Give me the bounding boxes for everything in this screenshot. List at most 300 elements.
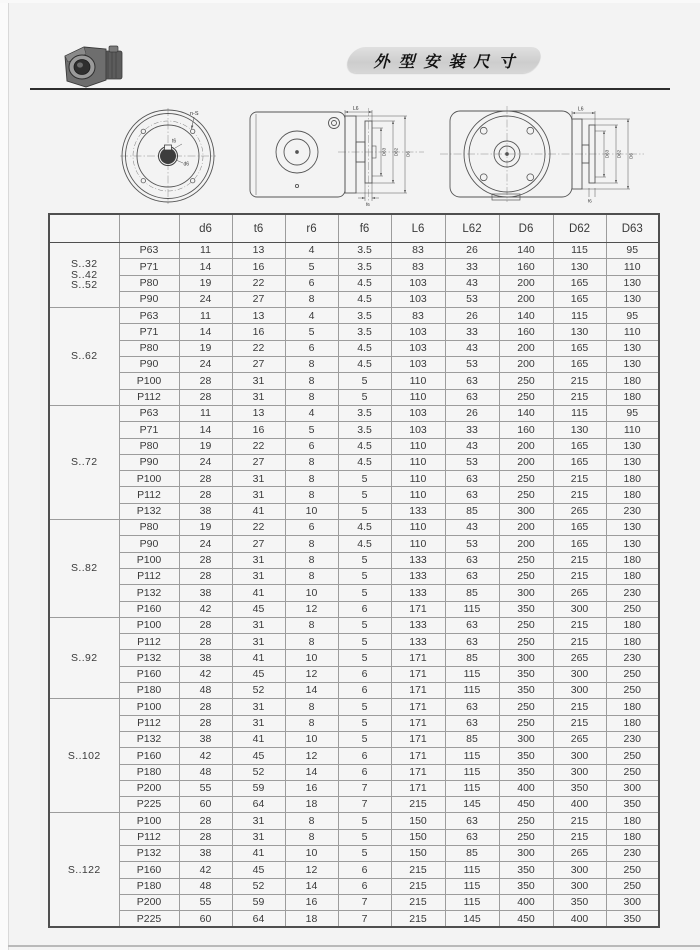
value-cell: 350 <box>553 780 606 796</box>
size-cell: P90 <box>119 536 179 552</box>
value-cell: 31 <box>232 389 285 405</box>
value-cell: 14 <box>285 878 338 894</box>
column-header: r6 <box>285 214 338 243</box>
value-cell: 43 <box>445 520 499 536</box>
value-cell: 4.5 <box>338 454 391 470</box>
value-cell: 215 <box>391 894 445 910</box>
value-cell: 31 <box>232 552 285 568</box>
value-cell: 115 <box>445 878 499 894</box>
value-cell: 115 <box>445 748 499 764</box>
dimensions-table-wrapper <box>48 213 660 928</box>
value-cell: 300 <box>553 764 606 780</box>
value-cell: 27 <box>232 536 285 552</box>
value-cell: 6 <box>338 764 391 780</box>
value-cell: 8 <box>285 454 338 470</box>
table-row <box>49 308 659 324</box>
value-cell: 48 <box>179 764 232 780</box>
value-cell: 250 <box>499 373 553 389</box>
value-cell: 5 <box>338 845 391 861</box>
value-cell: 14 <box>179 422 232 438</box>
value-cell: 3.5 <box>338 405 391 421</box>
value-cell: 4 <box>285 308 338 324</box>
value-cell: 24 <box>179 357 232 373</box>
value-cell: 230 <box>606 650 659 666</box>
column-header: t6 <box>232 214 285 243</box>
side-flange-thickness-label: f6 <box>366 202 370 207</box>
value-cell: 16 <box>285 894 338 910</box>
value-cell: 200 <box>499 340 553 356</box>
value-cell: 4.5 <box>338 438 391 454</box>
value-cell: 171 <box>391 748 445 764</box>
value-cell: 31 <box>232 715 285 731</box>
table-row <box>49 862 659 878</box>
group-cell <box>49 813 119 928</box>
table-header-row <box>49 214 659 243</box>
value-cell: 63 <box>445 373 499 389</box>
value-cell: 5 <box>338 715 391 731</box>
value-cell: 250 <box>606 666 659 682</box>
value-cell: 10 <box>285 585 338 601</box>
value-cell: 8 <box>285 487 338 503</box>
value-cell: 5 <box>285 324 338 340</box>
value-cell: 180 <box>606 471 659 487</box>
gearmotor-body <box>65 46 122 87</box>
value-cell: 14 <box>179 259 232 275</box>
value-cell: 350 <box>499 862 553 878</box>
table-row <box>49 601 659 617</box>
value-cell: 215 <box>553 373 606 389</box>
value-cell: 28 <box>179 634 232 650</box>
table-row <box>49 780 659 796</box>
value-cell: 250 <box>606 764 659 780</box>
value-cell: 11 <box>179 308 232 324</box>
value-cell: 103 <box>391 275 445 291</box>
value-cell: 63 <box>445 389 499 405</box>
value-cell: 133 <box>391 634 445 650</box>
value-cell: 42 <box>179 748 232 764</box>
value-cell: 8 <box>285 389 338 405</box>
value-cell: 63 <box>445 568 499 584</box>
corner-cell-size <box>119 214 179 243</box>
value-cell: 215 <box>553 715 606 731</box>
value-cell: 16 <box>232 422 285 438</box>
size-cell: P80 <box>119 520 179 536</box>
value-cell: 19 <box>179 340 232 356</box>
value-cell: 5 <box>338 552 391 568</box>
value-cell: 250 <box>606 878 659 894</box>
value-cell: 103 <box>391 340 445 356</box>
value-cell: 165 <box>553 438 606 454</box>
value-cell: 350 <box>553 894 606 910</box>
table-row <box>49 878 659 894</box>
value-cell: 4 <box>285 243 338 259</box>
value-cell: 6 <box>285 340 338 356</box>
value-cell: 250 <box>499 389 553 405</box>
value-cell: 171 <box>391 683 445 699</box>
value-cell: 85 <box>445 731 499 747</box>
value-cell: 160 <box>499 422 553 438</box>
value-cell: 41 <box>232 731 285 747</box>
value-cell: 215 <box>553 634 606 650</box>
value-cell: 6 <box>285 520 338 536</box>
value-cell: 171 <box>391 715 445 731</box>
value-cell: 41 <box>232 650 285 666</box>
value-cell: 300 <box>499 650 553 666</box>
value-cell: 300 <box>553 862 606 878</box>
size-cell: P71 <box>119 422 179 438</box>
value-cell: 45 <box>232 748 285 764</box>
value-cell: 26 <box>445 405 499 421</box>
value-cell: 115 <box>553 243 606 259</box>
value-cell: 133 <box>391 552 445 568</box>
table-row <box>49 487 659 503</box>
value-cell: 200 <box>499 454 553 470</box>
value-cell: 19 <box>179 520 232 536</box>
group-label-line: S..102 <box>67 749 101 762</box>
value-cell: 60 <box>179 797 232 813</box>
value-cell: 28 <box>179 715 232 731</box>
value-cell: 171 <box>391 731 445 747</box>
value-cell: 19 <box>179 438 232 454</box>
table-row <box>49 699 659 715</box>
shaft-hole <box>159 144 184 166</box>
value-cell: 6 <box>338 666 391 682</box>
value-cell: 171 <box>391 764 445 780</box>
value-cell: 3.5 <box>338 308 391 324</box>
value-cell: 43 <box>445 340 499 356</box>
value-cell: 160 <box>499 259 553 275</box>
value-cell: 83 <box>391 308 445 324</box>
value-cell: 85 <box>445 585 499 601</box>
value-cell: 8 <box>285 471 338 487</box>
value-cell: 133 <box>391 585 445 601</box>
table-row <box>49 715 659 731</box>
bolt-pattern-label: n-S <box>190 111 199 117</box>
page-edge-top <box>0 0 700 3</box>
value-cell: 133 <box>391 503 445 519</box>
value-cell: 8 <box>285 568 338 584</box>
value-cell: 33 <box>445 324 499 340</box>
key-depth-label: t6 <box>172 138 177 145</box>
value-cell: 8 <box>285 373 338 389</box>
value-cell: 215 <box>391 862 445 878</box>
value-cell: 150 <box>391 829 445 845</box>
value-cell: 38 <box>179 845 232 861</box>
value-cell: 31 <box>232 568 285 584</box>
table-row <box>49 405 659 421</box>
value-cell: 165 <box>553 340 606 356</box>
value-cell: 115 <box>445 780 499 796</box>
value-cell: 28 <box>179 617 232 633</box>
value-cell: 350 <box>499 666 553 682</box>
value-cell: 450 <box>499 911 553 928</box>
value-cell: 38 <box>179 731 232 747</box>
group-label-line: S..82 <box>70 562 98 575</box>
value-cell: 10 <box>285 731 338 747</box>
value-cell: 165 <box>553 454 606 470</box>
size-cell: P112 <box>119 487 179 503</box>
table-row <box>49 471 659 487</box>
value-cell: 31 <box>232 813 285 829</box>
side-dia-label-d62: D62 <box>393 147 399 157</box>
value-cell: 16 <box>285 780 338 796</box>
value-cell: 110 <box>606 422 659 438</box>
value-cell: 115 <box>553 405 606 421</box>
value-cell: 52 <box>232 764 285 780</box>
value-cell: 215 <box>391 797 445 813</box>
corner-cell-group <box>49 214 119 243</box>
table-row <box>49 683 659 699</box>
table-row <box>49 894 659 910</box>
table-row <box>49 617 659 633</box>
value-cell: 115 <box>445 601 499 617</box>
size-cell: P132 <box>119 503 179 519</box>
value-cell: 7 <box>338 894 391 910</box>
value-cell: 5 <box>338 389 391 405</box>
value-cell: 85 <box>445 845 499 861</box>
value-cell: 150 <box>391 813 445 829</box>
value-cell: 180 <box>606 715 659 731</box>
value-cell: 265 <box>553 731 606 747</box>
value-cell: 43 <box>445 275 499 291</box>
value-cell: 63 <box>445 471 499 487</box>
value-cell: 230 <box>606 845 659 861</box>
value-cell: 28 <box>179 813 232 829</box>
size-cell: P180 <box>119 764 179 780</box>
group-label-line: S..72 <box>70 456 98 469</box>
value-cell: 115 <box>445 666 499 682</box>
value-cell: 33 <box>445 259 499 275</box>
value-cell: 7 <box>338 911 391 928</box>
table-row <box>49 552 659 568</box>
value-cell: 250 <box>499 829 553 845</box>
value-cell: 18 <box>285 911 338 928</box>
value-cell: 180 <box>606 487 659 503</box>
size-cell: P100 <box>119 699 179 715</box>
value-cell: 250 <box>499 617 553 633</box>
value-cell: 350 <box>499 764 553 780</box>
size-cell: P112 <box>119 634 179 650</box>
value-cell: 180 <box>606 699 659 715</box>
flange-face-drawing <box>112 106 224 206</box>
value-cell: 28 <box>179 829 232 845</box>
size-cell: P100 <box>119 373 179 389</box>
size-cell: P225 <box>119 797 179 813</box>
value-cell: 250 <box>499 699 553 715</box>
value-cell: 8 <box>285 357 338 373</box>
value-cell: 110 <box>391 438 445 454</box>
value-cell: 63 <box>445 699 499 715</box>
table-row <box>49 389 659 405</box>
value-cell: 33 <box>445 422 499 438</box>
value-cell: 165 <box>553 536 606 552</box>
size-cell: P225 <box>119 911 179 928</box>
value-cell: 43 <box>445 438 499 454</box>
value-cell: 22 <box>232 438 285 454</box>
size-cell: P80 <box>119 340 179 356</box>
value-cell: 110 <box>606 259 659 275</box>
value-cell: 130 <box>553 324 606 340</box>
value-cell: 5 <box>285 422 338 438</box>
value-cell: 14 <box>179 324 232 340</box>
value-cell: 5 <box>338 471 391 487</box>
value-cell: 130 <box>606 438 659 454</box>
value-cell: 5 <box>338 503 391 519</box>
value-cell: 12 <box>285 601 338 617</box>
value-cell: 27 <box>232 454 285 470</box>
value-cell: 95 <box>606 308 659 324</box>
value-cell: 5 <box>338 699 391 715</box>
value-cell: 165 <box>553 275 606 291</box>
value-cell: 63 <box>445 829 499 845</box>
value-cell: 26 <box>445 308 499 324</box>
value-cell: 42 <box>179 666 232 682</box>
size-cell: P63 <box>119 243 179 259</box>
value-cell: 250 <box>606 683 659 699</box>
table-row <box>49 275 659 291</box>
value-cell: 28 <box>179 471 232 487</box>
size-cell: P132 <box>119 585 179 601</box>
size-cell: P112 <box>119 568 179 584</box>
table-row <box>49 454 659 470</box>
value-cell: 8 <box>285 715 338 731</box>
table-row <box>49 911 659 928</box>
table-row <box>49 666 659 682</box>
value-cell: 300 <box>499 731 553 747</box>
group-cell <box>49 405 119 519</box>
value-cell: 250 <box>606 748 659 764</box>
table-row <box>49 536 659 552</box>
side-dia-label-d63: D63 <box>381 147 387 157</box>
value-cell: 230 <box>606 503 659 519</box>
front-dia-label-d63: D63 <box>604 149 610 159</box>
value-cell: 215 <box>553 617 606 633</box>
size-cell: P100 <box>119 617 179 633</box>
value-cell: 110 <box>391 389 445 405</box>
group-label-line: S..52 <box>70 279 98 292</box>
size-cell: P160 <box>119 862 179 878</box>
value-cell: 24 <box>179 454 232 470</box>
value-cell: 5 <box>338 568 391 584</box>
value-cell: 28 <box>179 568 232 584</box>
value-cell: 215 <box>553 389 606 405</box>
table-row <box>49 259 659 275</box>
value-cell: 180 <box>606 634 659 650</box>
table-row <box>49 422 659 438</box>
value-cell: 250 <box>499 634 553 650</box>
value-cell: 230 <box>606 731 659 747</box>
table-row <box>49 748 659 764</box>
value-cell: 45 <box>232 601 285 617</box>
group-cell <box>49 243 119 308</box>
value-cell: 103 <box>391 291 445 307</box>
value-cell: 60 <box>179 911 232 928</box>
value-cell: 6 <box>285 438 338 454</box>
table-row <box>49 764 659 780</box>
value-cell: 350 <box>499 683 553 699</box>
size-cell: P132 <box>119 845 179 861</box>
size-cell: P80 <box>119 438 179 454</box>
size-cell: P80 <box>119 275 179 291</box>
page-edge-bottom <box>8 945 700 947</box>
value-cell: 4.5 <box>338 520 391 536</box>
value-cell: 180 <box>606 552 659 568</box>
value-cell: 200 <box>499 536 553 552</box>
side-length-label: L6 <box>353 106 359 112</box>
value-cell: 24 <box>179 291 232 307</box>
value-cell: 250 <box>499 568 553 584</box>
value-cell: 150 <box>391 845 445 861</box>
value-cell: 4.5 <box>338 291 391 307</box>
value-cell: 5 <box>338 829 391 845</box>
value-cell: 300 <box>499 845 553 861</box>
value-cell: 28 <box>179 389 232 405</box>
value-cell: 55 <box>179 894 232 910</box>
value-cell: 5 <box>338 634 391 650</box>
size-cell: P90 <box>119 291 179 307</box>
value-cell: 103 <box>391 422 445 438</box>
value-cell: 200 <box>499 357 553 373</box>
value-cell: 145 <box>445 911 499 928</box>
value-cell: 6 <box>338 601 391 617</box>
table-row <box>49 845 659 861</box>
value-cell: 13 <box>232 243 285 259</box>
value-cell: 22 <box>232 520 285 536</box>
value-cell: 28 <box>179 373 232 389</box>
value-cell: 300 <box>553 748 606 764</box>
gearmotor-photo <box>56 40 130 92</box>
table-row <box>49 813 659 829</box>
value-cell: 165 <box>553 291 606 307</box>
size-cell: P180 <box>119 683 179 699</box>
size-cell: P160 <box>119 748 179 764</box>
table-row <box>49 373 659 389</box>
size-cell: P160 <box>119 666 179 682</box>
group-label-line: S..62 <box>70 350 98 363</box>
value-cell: 95 <box>606 405 659 421</box>
value-cell: 52 <box>232 878 285 894</box>
value-cell: 22 <box>232 340 285 356</box>
value-cell: 350 <box>606 797 659 813</box>
value-cell: 165 <box>553 520 606 536</box>
value-cell: 28 <box>179 699 232 715</box>
value-cell: 165 <box>553 357 606 373</box>
value-cell: 5 <box>338 650 391 666</box>
value-cell: 133 <box>391 568 445 584</box>
value-cell: 300 <box>553 683 606 699</box>
value-cell: 42 <box>179 862 232 878</box>
value-cell: 11 <box>179 243 232 259</box>
value-cell: 450 <box>499 797 553 813</box>
value-cell: 64 <box>232 797 285 813</box>
value-cell: 300 <box>606 780 659 796</box>
value-cell: 400 <box>553 797 606 813</box>
size-cell: P90 <box>119 357 179 373</box>
table-row <box>49 829 659 845</box>
value-cell: 10 <box>285 845 338 861</box>
value-cell: 300 <box>499 585 553 601</box>
size-cell: P100 <box>119 471 179 487</box>
value-cell: 19 <box>179 275 232 291</box>
value-cell: 4.5 <box>338 357 391 373</box>
value-cell: 8 <box>285 552 338 568</box>
value-cell: 5 <box>285 259 338 275</box>
size-cell: P63 <box>119 308 179 324</box>
value-cell: 130 <box>606 275 659 291</box>
value-cell: 38 <box>179 503 232 519</box>
value-cell: 200 <box>499 291 553 307</box>
value-cell: 400 <box>499 780 553 796</box>
